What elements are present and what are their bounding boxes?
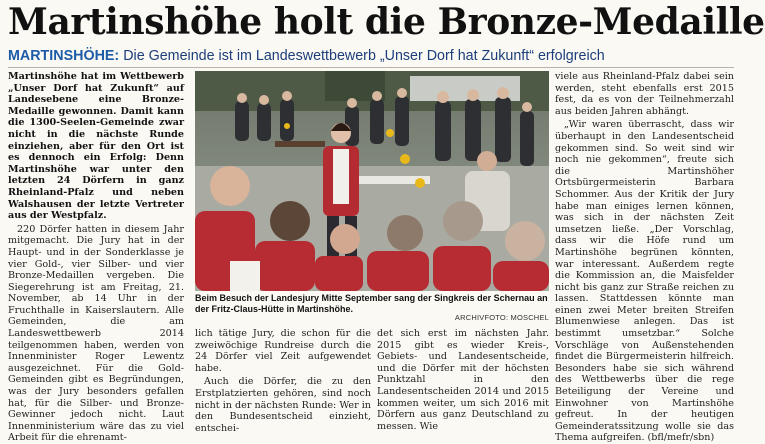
article-photo xyxy=(195,71,549,291)
photo-credit: ARCHIVFOTO: MOSCHEL xyxy=(454,313,549,322)
photo-caption xyxy=(195,293,549,323)
article-body-mid1b: Auch die Dörfer, die zu den Erstplatzierten gehören, sind noch nicht in der nächsten Runde: Wer in den Bundesentscheid einzieht, entschei- xyxy=(195,376,371,434)
article-subheadline: Die Gemeinde ist im Landeswettbewerb „Unser Dorf hat Zukunft“ erfolgreich xyxy=(123,48,605,64)
article-body-left: 220 Dörfer hatten in diesem Jahr mitgemacht. Die Jury hat in der Haupt- und in der Sonderklasse je vier Gold-, vier Silber- und vier Bronze-Medaillen vergeben. Die Siegerehrung ist am Freitag, 21. November, ab 14 Uhr in der Fruchthalle in Kaiserslautern. Alle Gemeinden, die am Landeswettbewerb 2014 teilgenommen haben, werden von Innenminister Roger Lewentz ausgezeichnet. Für die Gold-Gemeinden gibt es Begründungen, was der Jury besonders gefallen hat, für die Silber- und Bronze-Gewinner jedoch nicht. Laut Innenministerium wäre das zu viel Arbeit für die ehrenamt- xyxy=(8,223,184,444)
article-subheadline-line xyxy=(8,48,734,65)
headline-divider xyxy=(8,67,734,68)
article-body-right-2: „Wir waren überrascht, dass wir überhaupt in den Landesentscheid gekommen sind. So weit sind wir noch nie gekommen“, freute sich die Martinshöher Ortsbürgermeisterin Barbara Schommer. Aus der Kritik der Jury habe man einiges lernen können, was sich in der nächsten Zeit umsetzen ließe. „Der Vorschlag, dass wir die Höfe rund um Martinshöhe begrünen könnten, war interessant. Außerdem regte die Kommission an, die Maisfelder nicht bis ganz zur Straße reichen zu lassen. Stattdessen könnte man einen zwei Meter breiten Streifen Blumenwiese anlegen. Das ist bestimmt umsetzbar.“ Solche Vorschläge von Außenstehenden findet die Bürgermeisterin hilfreich. Besonders habe sie sich während des Wettbewerbs über die rege Beteiligung der Vereine und Einwohner von Martinshöhe gefreut. In der heutigen Gemeinderatssitzung wolle sie das Thema aufgreifen. (bfl/mefr/sbn) xyxy=(555,119,734,444)
caption-text: Beim Besuch der Landesjury Mitte September sang der Singkreis der Schernau an der Fritz-Claus-Hütte in Martinshöhe. xyxy=(195,293,548,314)
column-right xyxy=(555,71,734,444)
article-body-mid1: lich tätige Jury, die schon für die zweiwöchige Rundreise durch die 24 Dörfer viel Zeit aufgewendet habe. xyxy=(195,328,371,374)
article-headline: Martinshöhe holt die Bronze-Medaille xyxy=(8,1,765,43)
article-body-right-1: viele aus Rheinland-Pfalz dabei sein werden, steht ebenfalls erst 2015 fest, da es von der Teilnehmerzahl aus beiden Jahren abhängt. xyxy=(555,71,734,117)
article-body-mid2: det sich erst im nächsten Jahr. 2015 gibt es wieder Kreis-, Gebiets- und Landesentscheide, und die Dörfer mit der höchsten Punktzahl in den Landesentscheiden 2014 und 2015 kommen weiter, um sich 2016 mit Dörfern aus ganz Deutschland zu messen. Wie xyxy=(377,328,549,432)
photo-choir-singing xyxy=(195,71,549,291)
article-lead: Martinshöhe hat im Wettbewerb „Unser Dorf hat Zukunft“ auf Landesebene eine Bronze-Medaille gewonnen. Damit kann die 1300-Seelen-Gemeinde zwar nicht in die nächste Runde einziehen, aber für den Ort ist es dennoch ein Erfolg: Denn Martinshöhe war unter den letzten 24 Dörfern in ganz Rheinland-Pfalz und neben Walshausen der letzte Vertreter aus der Westpfalz. xyxy=(8,71,184,222)
column-left xyxy=(8,71,184,444)
location-kicker: MARTINSHÖHE: xyxy=(8,48,120,64)
column-middle-2 xyxy=(377,328,549,432)
column-middle-1 xyxy=(195,328,371,434)
